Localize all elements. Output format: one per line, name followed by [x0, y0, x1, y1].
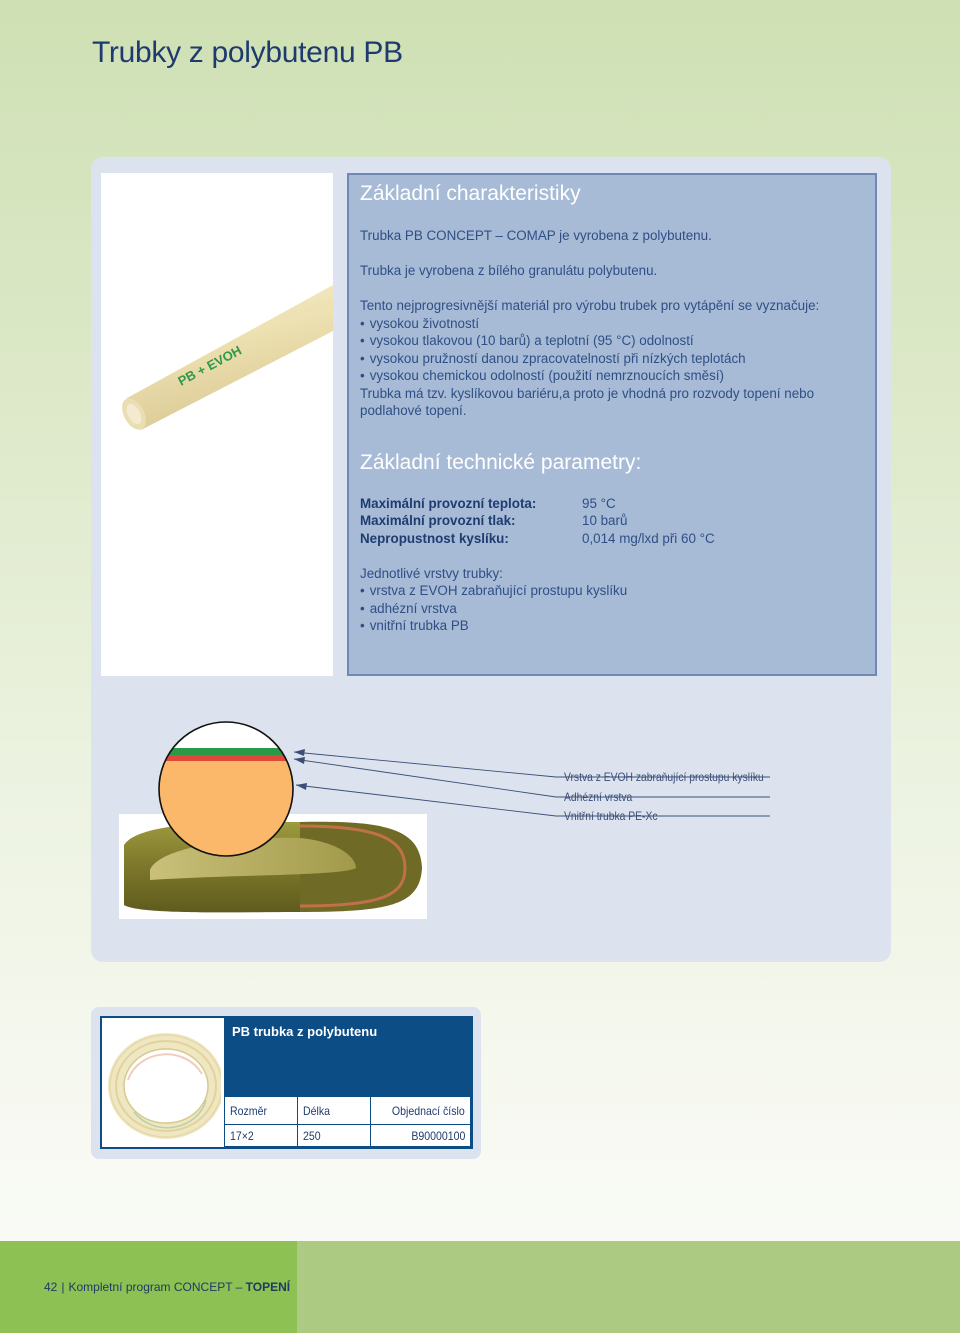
column-header-order-number: Objednací číslo — [371, 1097, 471, 1125]
tech-params-heading: Základní technické parametry: — [360, 450, 642, 474]
cell-order-number: B90000100 — [371, 1125, 471, 1147]
table-header-row — [225, 1097, 471, 1125]
features-list — [360, 315, 865, 385]
column-header-length: Délka — [298, 1097, 371, 1125]
param-label: Maximální provozní tlak: — [360, 513, 516, 528]
footer-bar-right — [297, 1241, 960, 1333]
layers-list — [360, 582, 865, 635]
feature-item: • vysokou chemickou odolností (použití nemrznoucích směsí) — [360, 367, 865, 385]
param-value: 95 °C — [582, 495, 616, 511]
intro-paragraph-1: Trubka PB CONCEPT – COMAP je vyrobena z polybutenu. — [360, 228, 712, 243]
column-header-size: Rozměr — [225, 1097, 298, 1125]
intro-paragraph-3: Tento nejprogresivnější materiál pro výrobu trubek pro vytápění se vyznačuje: — [360, 298, 820, 313]
layer-item: • vrstva z EVOH zabraňující prostupu kyslíku — [360, 582, 865, 600]
feature-item: • vysokou tlakovou (10 barů) a teplotní (95 °C) odolností — [360, 332, 865, 350]
param-value: 10 barů — [582, 513, 628, 528]
cell-size: 17×2 — [225, 1125, 298, 1147]
footer-text: 42 | Kompletní program CONCEPT – TOPENÍ — [44, 1280, 291, 1294]
param-value: 0,014 mg/lxd při 60 °C — [582, 530, 715, 546]
feature-item: • vysokou pružností danou zpracovatelností při nízkých teplotách — [360, 350, 865, 368]
page-title: Trubky z polybutenu PB — [92, 36, 403, 69]
pipe-print-text: PB + EVOH — [175, 342, 244, 389]
label-inner-layer: Vnitřní trubka PE-Xc — [564, 809, 658, 823]
pipe-coil-photo — [106, 1020, 221, 1145]
product-title: PB trubka z polybutenu — [224, 1018, 471, 1096]
param-label: Maximální provozní teplota: — [360, 495, 537, 511]
intro-paragraph-2: Trubka je vyrobena z bílého granulátu polybutenu. — [360, 263, 658, 278]
cell-length: 250 — [298, 1125, 371, 1147]
table-row — [225, 1125, 471, 1147]
layer-item: • adhézní vrstva — [360, 600, 865, 618]
product-table — [224, 1096, 471, 1147]
tech-params — [360, 495, 865, 548]
pipe-coil-illustration — [106, 1020, 221, 1145]
param-label: Nepropustnost kyslíku: — [360, 530, 509, 546]
layers-intro: Jednotlivé vrstvy trubky: — [360, 565, 503, 581]
page-number: 42 — [44, 1280, 58, 1294]
label-adhesive-layer: Adhézní vrstva — [564, 790, 633, 804]
pipe-illustration — [101, 173, 333, 676]
label-evoh-layer: Vrstva z EVOH zabraňující prostupu kyslíku — [564, 770, 764, 784]
barrier-paragraph: Trubka má tzv. kyslíkovou bariéru,a proto je vhodná pro rozvody topení nebo podlahové topení. — [360, 385, 815, 418]
footer-section: TOPENÍ — [245, 1280, 291, 1294]
layer-item: • vnitřní trubka PB — [360, 617, 865, 635]
info-box — [347, 173, 877, 676]
footer-program: Kompletní program CONCEPT – — [68, 1280, 243, 1294]
characteristics-heading: Základní charakteristiky — [360, 182, 581, 205]
pipe-photo — [101, 173, 333, 676]
feature-item: • vysokou životností — [360, 315, 865, 333]
